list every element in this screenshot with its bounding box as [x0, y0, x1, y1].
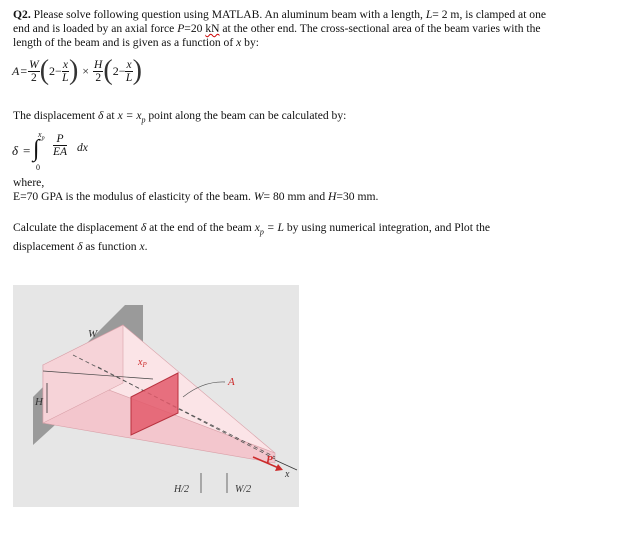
label-w: W — [88, 328, 98, 340]
where-values: E=70 GPA is the modulus of elasticity of the beam. W= 80 mm and H=30 mm. — [13, 190, 379, 203]
label-x: x — [285, 469, 290, 480]
label-h2: H/2 — [174, 484, 189, 495]
integral-sign: ∫ — [33, 136, 40, 162]
displacement-sentence: The displacement δ at $x = x_p$ point along the beam can be calculated by: — [13, 109, 347, 125]
question-label: Q2. — [13, 8, 31, 21]
label-xp: $x_P$ — [138, 357, 147, 369]
task-line-1: Calculate the displacement δ at the end of the beam $x_p = L$ by using numerical integration, and Plot the — [13, 221, 491, 237]
beam-figure — [13, 285, 299, 507]
label-w2: W/2 — [235, 484, 252, 495]
kn-unit: kN — [205, 22, 220, 35]
integral-formula: δ = ∫ $x_p$ 0 $\frac{P}{EA}$ dx — [12, 130, 88, 172]
label-p: P — [266, 454, 273, 466]
label-a: A — [228, 376, 235, 388]
where-label: where, — [13, 176, 45, 189]
area-formula: A = $\frac{W}{2}$ ( 2 − $\frac{x}{L}$ ) × $\frac{H}{2}$ ( 2 − $\frac{x}{L}$ ) — [12, 55, 142, 86]
question-paragraph: Q2. Please solve following question using MATLAB. An aluminum beam with a length, L= 2 m, is clamped at one end and is loaded by an axial force P=20 kN at the other end. The cross-sectional area of the beam varies with the length of the beam and is given as a function of x by: — [13, 8, 547, 49]
task-line-2: displacement δ as function x. — [13, 240, 148, 253]
label-h: H — [35, 396, 43, 408]
